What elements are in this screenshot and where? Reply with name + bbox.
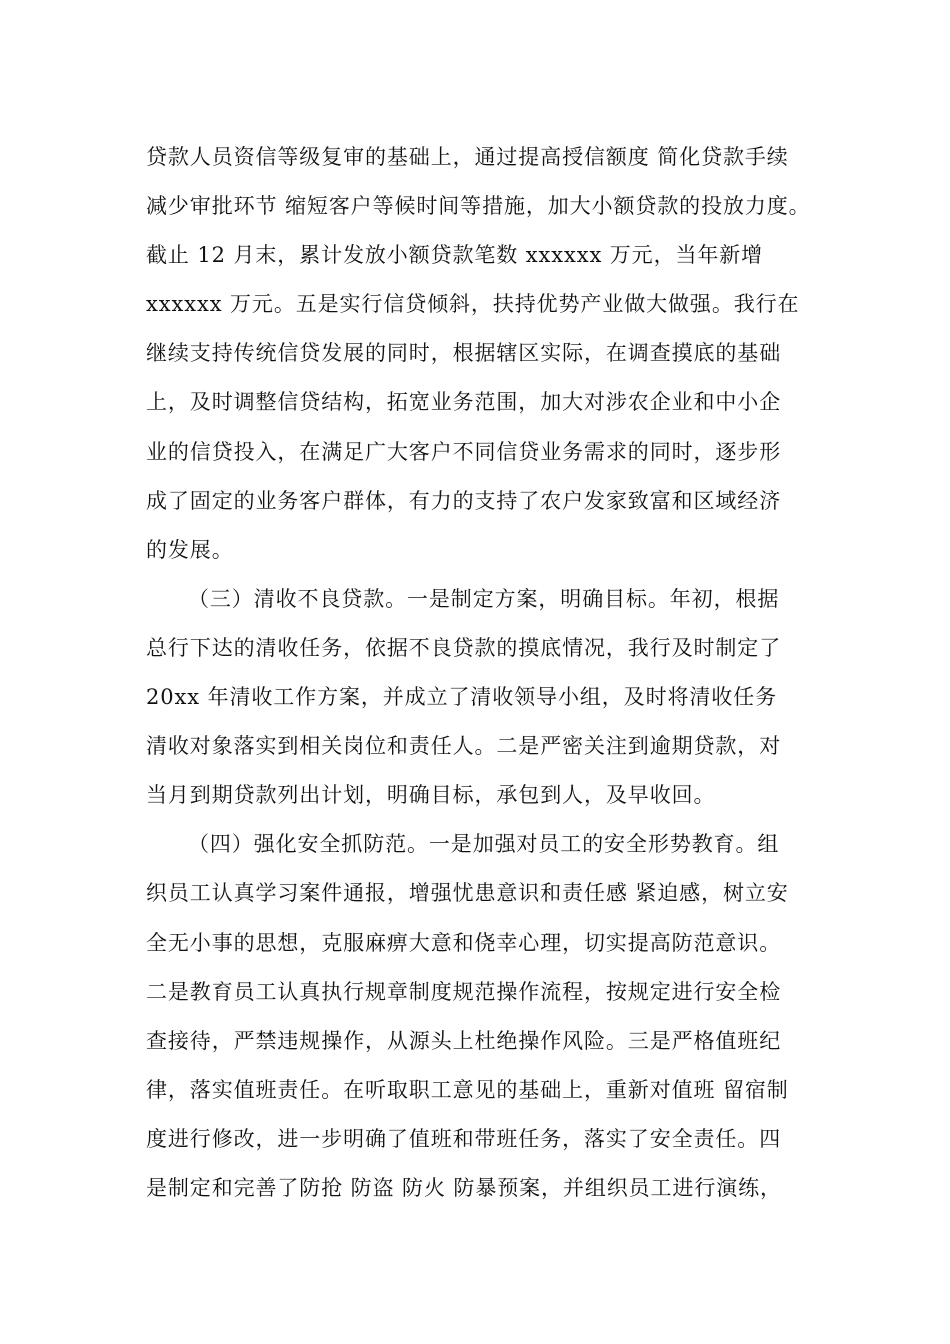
text-line: 上，及时调整信贷结构，拓宽业务范围，加大对涉农企业和中小企 <box>146 390 782 415</box>
paragraph-first-line: （四）强化安全抓防范。一是加强对员工的安全形势教育。组 <box>188 832 780 857</box>
text-line: 成了固定的业务客户群体，有力的支持了农户发家致富和区域经济 <box>146 488 782 513</box>
document-body <box>146 133 826 1213</box>
text-line: xxxxxx 万元。五是实行信贷倾斜，扶持优势产业做大做强。我行在 <box>146 292 800 317</box>
text-line: 二是教育员工认真执行规章制度规范操作流程，按规定进行安全检 <box>146 979 782 1004</box>
text-line: 的发展。 <box>146 537 234 562</box>
text-line: 律，落实值班责任。在听取职工意见的基础上，重新对值班 留宿制 <box>146 1077 789 1102</box>
text-line: 继续支持传统信贷发展的同时，根据辖区实际，在调查摸底的基础 <box>146 341 782 366</box>
text-line: 全无小事的思想，克服麻痹大意和侥幸心理，切实提高防范意识。 <box>146 930 782 955</box>
text-line: 减少审批环节 缩短客户等候时间等措施，加大小额贷款的投放力度。 <box>146 194 811 219</box>
text-line: 查接待，严禁违规操作，从源头上杜绝操作风险。三是严格值班纪 <box>146 1028 782 1053</box>
text-line: 总行下达的清收任务，依据不良贷款的摸底情况，我行及时制定了 <box>146 635 782 660</box>
text-line: 业的信贷投入，在满足广大客户不同信贷业务需求的同时，逐步形 <box>146 439 782 464</box>
text-line: 度进行修改，进一步明确了值班和带班任务，落实了安全责任。四 <box>146 1126 782 1151</box>
text-line: 贷款人员资信等级复审的基础上，通过提高授信额度 简化贷款手续 <box>146 145 789 169</box>
text-line: 截止 12 月末，累计发放小额贷款笔数 xxxxxx 万元，当年新增 <box>146 243 764 268</box>
text-line: 清收对象落实到相关岗位和责任人。二是严密关注到逾期贷款，对 <box>146 734 782 759</box>
text-line: 当月到期贷款列出计划，明确目标，承包到人，及早收回。 <box>146 783 716 808</box>
text-line: 20xx 年清收工作方案，并成立了清收领导小组，及时将清收任务 <box>146 685 777 710</box>
text-line: 织员工认真学习案件通报，增强忧患意识和责任感 紧迫感，树立安 <box>146 881 789 906</box>
text-line: 是制定和完善了防抢 防盗 防火 防暴预案，并组织员工进行演练， <box>146 1175 782 1200</box>
paragraph-first-line: （三）清收不良贷款。一是制定方案，明确目标。年初，根据 <box>188 586 780 611</box>
